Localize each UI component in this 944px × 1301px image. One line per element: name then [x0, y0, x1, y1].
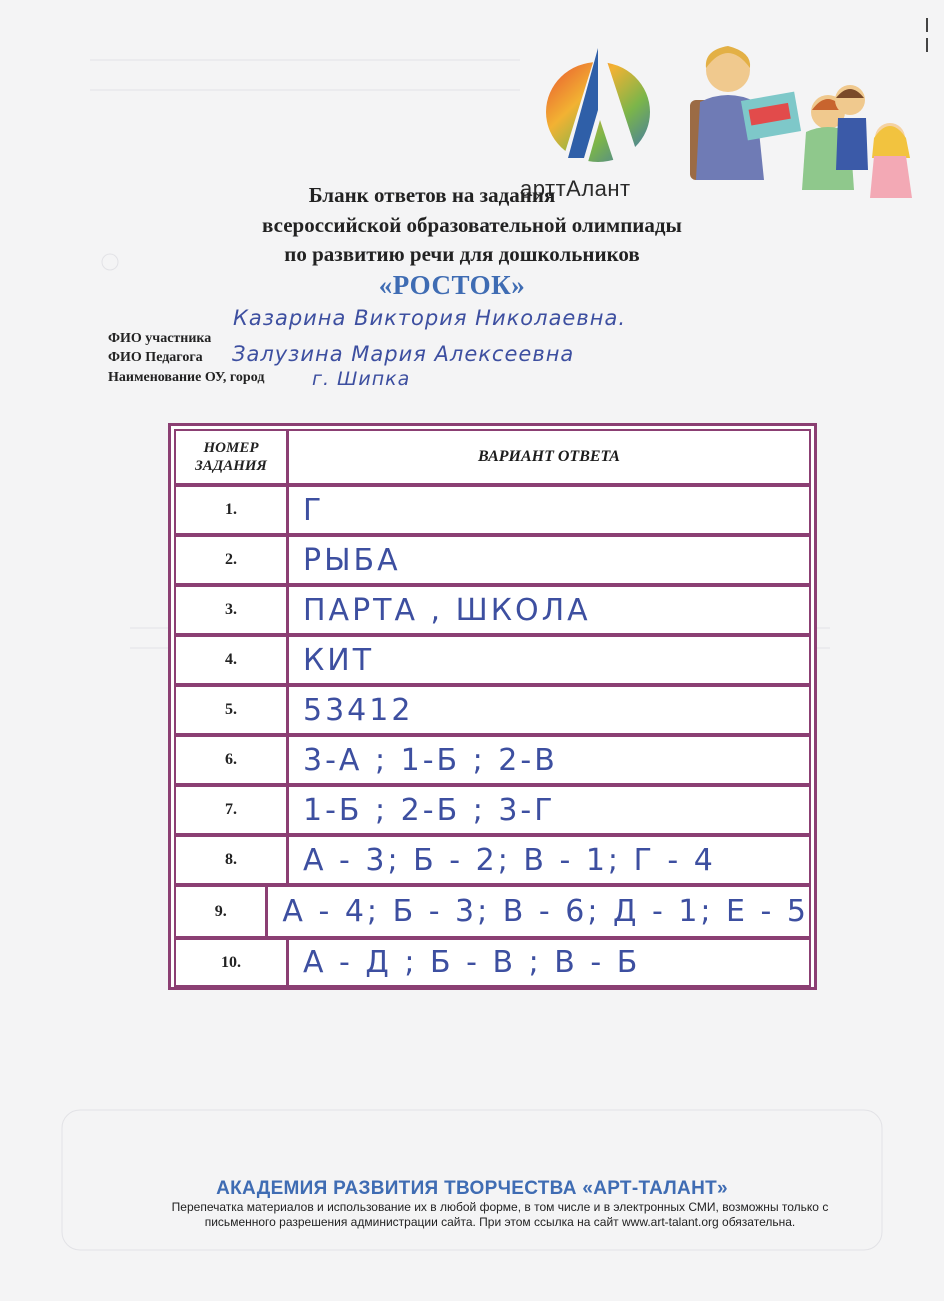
- institution-label: Наименование ОУ, город: [108, 370, 265, 385]
- table-row: [174, 535, 811, 585]
- footer-academy-title: АКАДЕМИЯ РАЗВИТИЯ ТВОРЧЕСТВА «АРТ-ТАЛАНТ»: [216, 1178, 728, 1199]
- answer-text: 3-А ; 1-Б ; 2-В: [303, 742, 558, 778]
- participant-name-value: Казарина Виктория Николаевна.: [233, 306, 627, 330]
- answer-text: 53412: [303, 692, 414, 728]
- answer-text: А - 3; Б - 2; В - 1; Г - 4: [303, 842, 716, 878]
- title-line-2: всероссийской образовательной олимпиады: [262, 213, 682, 237]
- answer-table: [168, 423, 817, 990]
- task-number: 8.: [176, 837, 289, 883]
- task-number: 10.: [176, 940, 289, 985]
- task-number: 4.: [176, 637, 289, 683]
- table-row: [174, 785, 811, 835]
- table-row: [174, 885, 811, 938]
- scan-edge-mark: [926, 18, 928, 32]
- table-row: [174, 938, 811, 987]
- table-row: [174, 685, 811, 735]
- scan-edge-mark: [926, 38, 928, 52]
- table-row: [174, 585, 811, 635]
- table-row: [174, 835, 811, 885]
- logo-wordmark: арттАлант: [520, 176, 631, 201]
- task-number: 1.: [176, 487, 289, 533]
- answer-text: КИТ: [303, 642, 375, 678]
- header-task-number: НОМЕР ЗАДАНИЯ: [176, 431, 289, 483]
- answer-text: Г: [303, 492, 325, 528]
- title-line-3: по развитию речи для дошкольников: [284, 242, 640, 266]
- olympiad-name: «РОСТОК»: [378, 270, 526, 300]
- task-number: 5.: [176, 687, 289, 733]
- task-number: 7.: [176, 787, 289, 833]
- answer-text: А - 4; Б - 3; В - 6; Д - 1; Е - 5: [282, 894, 809, 929]
- title-line-1: Бланк ответов на задания: [308, 183, 556, 207]
- task-number: 3.: [176, 587, 289, 633]
- table-row: [174, 635, 811, 685]
- header-answer: ВАРИАНТ ОТВЕТА: [478, 448, 620, 465]
- table-row: [174, 485, 811, 535]
- task-number: 6.: [176, 737, 289, 783]
- answer-text: 1-Б ; 2-Б ; 3-Г: [303, 792, 556, 828]
- table-header-row: [174, 429, 811, 485]
- teacher-with-children-illustration: [678, 30, 918, 205]
- teacher-name-value: Залузина Мария Алексеевна: [232, 342, 575, 366]
- task-number: 9.: [176, 887, 268, 936]
- table-row: [174, 735, 811, 785]
- task-number: 2.: [176, 537, 289, 583]
- answer-text: ПАРТА , ШКОЛА: [303, 592, 591, 628]
- art-talant-logo-icon: [540, 40, 660, 168]
- participant-name-label: ФИО участника: [108, 331, 212, 346]
- footer-copyright-note: Перепечатка материалов и использование их в любой форме, в том числе и в электронных СМИ, возможны только с письменного разрешения администрации сайта. При этом ссылка на сайт www.art-talant.org обязательна.: [171, 1200, 829, 1229]
- teacher-name-label: ФИО Педагога: [108, 350, 203, 365]
- answer-text: А - Д ; Б - В ; В - Б: [303, 945, 641, 980]
- institution-value: г. Шипка: [312, 368, 411, 390]
- answer-text: РЫБА: [303, 542, 401, 578]
